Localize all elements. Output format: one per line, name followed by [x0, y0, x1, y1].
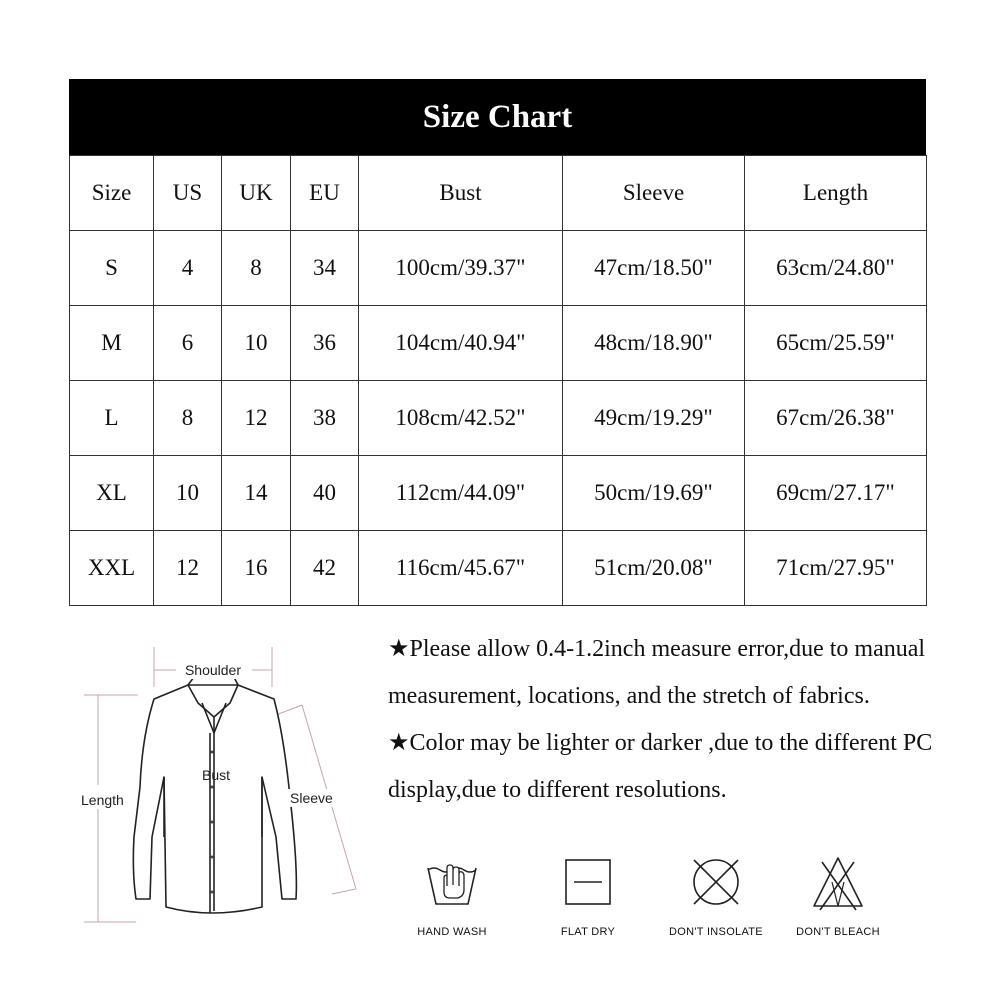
note-color: ★Color may be lighter or darker ,due to the different PC display,due to different resolutions. [388, 730, 933, 803]
size-table [69, 155, 927, 606]
sleeve-label: Sleeve [290, 790, 333, 806]
table-cell: 8 [222, 231, 291, 306]
table-cell: 38 [291, 381, 359, 456]
table-cell: 36 [291, 306, 359, 381]
table-cell: 6 [154, 306, 222, 381]
table-cell: Bust [359, 156, 563, 231]
shirt-outline [133, 677, 296, 913]
table-cell: 4 [154, 231, 222, 306]
table-cell: 100cm/39.37" [359, 231, 563, 306]
garment-measurement-diagram [76, 637, 366, 927]
table-cell: 104cm/40.94" [359, 306, 563, 381]
dont-bleach-icon [808, 852, 868, 912]
size-chart-title: Size Chart [69, 79, 926, 155]
table-cell: 12 [154, 531, 222, 606]
dont-insolate-label: DON'T INSOLATE [669, 926, 763, 938]
table-cell: 10 [222, 306, 291, 381]
table-cell: 69cm/27.17" [745, 456, 927, 531]
table-cell: 108cm/42.52" [359, 381, 563, 456]
note-measure-error: ★Please allow 0.4-1.2inch measure error,due to manual measurement, locations, and the stretch of fabrics. [388, 636, 926, 709]
table-cell: M [70, 306, 154, 381]
table-cell: 42 [291, 531, 359, 606]
table-cell: 16 [222, 531, 291, 606]
care-dont-bleach [778, 852, 898, 938]
care-instructions [410, 852, 910, 962]
notes [388, 626, 948, 814]
table-cell: L [70, 381, 154, 456]
table-cell: Length [745, 156, 927, 231]
table-cell: 67cm/26.38" [745, 381, 927, 456]
table-cell: 40 [291, 456, 359, 531]
table-cell: 48cm/18.90" [563, 306, 745, 381]
shoulder-label: Shoulder [184, 662, 242, 678]
hand-wash-label: HAND WASH [417, 926, 487, 938]
table-cell: S [70, 231, 154, 306]
flat-dry-icon [558, 852, 618, 912]
flat-dry-label: FLAT DRY [560, 926, 616, 938]
table-row [70, 231, 927, 306]
dont-insolate-icon [686, 852, 746, 912]
dont-bleach-label: DON'T BLEACH [796, 926, 880, 938]
table-cell: 65cm/25.59" [745, 306, 927, 381]
table-row [70, 456, 927, 531]
hand-wash-icon [422, 852, 482, 912]
length-label: Length [81, 792, 124, 808]
table-cell: UK [222, 156, 291, 231]
bust-label: Bust [201, 767, 231, 783]
table-cell: 50cm/19.69" [563, 456, 745, 531]
table-cell: Size [70, 156, 154, 231]
table-cell: XL [70, 456, 154, 531]
table-cell: Sleeve [563, 156, 745, 231]
table-cell: 71cm/27.95" [745, 531, 927, 606]
table-row [70, 531, 927, 606]
table-cell: 51cm/20.08" [563, 531, 745, 606]
table-row [70, 381, 927, 456]
table-cell: 10 [154, 456, 222, 531]
care-hand-wash [392, 852, 512, 938]
care-dont-insolate [656, 852, 776, 938]
table-row [70, 306, 927, 381]
care-flat-dry [528, 852, 648, 938]
table-cell: 34 [291, 231, 359, 306]
table-cell: 112cm/44.09" [359, 456, 563, 531]
table-cell: XXL [70, 531, 154, 606]
table-cell: 49cm/19.29" [563, 381, 745, 456]
table-cell: US [154, 156, 222, 231]
table-cell: 116cm/45.67" [359, 531, 563, 606]
size-chart [69, 79, 926, 606]
table-header-row [70, 156, 927, 231]
table-cell: EU [291, 156, 359, 231]
table-cell: 14 [222, 456, 291, 531]
table-cell: 8 [154, 381, 222, 456]
table-cell: 63cm/24.80" [745, 231, 927, 306]
table-cell: 47cm/18.50" [563, 231, 745, 306]
table-cell: 12 [222, 381, 291, 456]
